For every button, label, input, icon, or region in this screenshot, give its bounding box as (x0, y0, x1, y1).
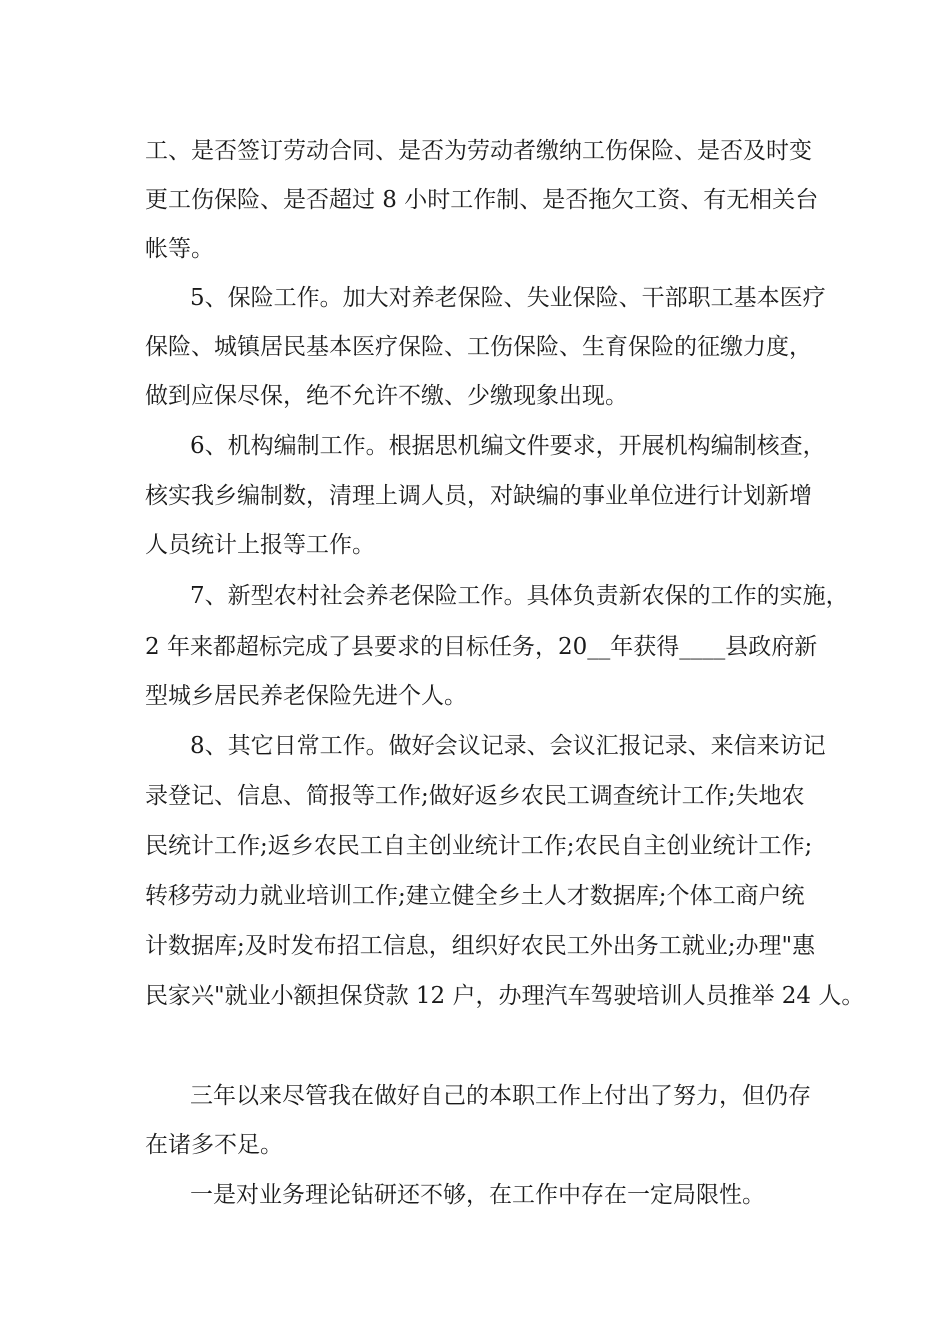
text-line: 核实我乡编制数，清理上调人员，对缺编的事业单位进行计划新增 (145, 483, 812, 509)
text-line: 8、其它日常工作。做好会议记录、会议汇报记录、来信来访记 (190, 733, 826, 759)
text-line: 转移劳动力就业培训工作;建立健全乡土人才数据库;个体工商户统 (145, 883, 805, 909)
text-line: 民家兴"就业小额担保贷款 12 户，办理汽车驾驶培训人员推举 24 人。 (145, 983, 865, 1009)
text-line: 民统计工作;返乡农民工自主创业统计工作;农民自主创业统计工作; (145, 833, 813, 859)
text-line: 5、保险工作。加大对养老保险、失业保险、干部职工基本医疗 (190, 285, 826, 311)
text-line: 计数据库;及时发布招工信息，组织好农民工外出务工就业;办理"惠 (145, 933, 816, 959)
text-line: 7、新型农村社会养老保险工作。具体负责新农保的工作的实施， (190, 583, 849, 609)
text-line: 保险、城镇居民基本医疗保险、工伤保险、生育保险的征缴力度， (145, 334, 812, 360)
text-line: 做到应保尽保，绝不允许不缴、少缴现象出现。 (145, 383, 628, 409)
text-line: 更工伤保险、是否超过 8 小时工作制、是否拖欠工资、有无相关台 (145, 187, 819, 213)
text-line: 型城乡居民养老保险先进个人。 (145, 683, 467, 709)
text-line: 工、是否签订劳动合同、是否为劳动者缴纳工伤保险、是否及时变 (145, 138, 812, 164)
text-line: 6、机构编制工作。根据思机编文件要求，开展机构编制核查， (190, 433, 826, 459)
text-line: 在诸多不足。 (145, 1132, 283, 1158)
text-line: 人员统计上报等工作。 (145, 532, 375, 558)
text-line: 一是对业务理论钻研还不够，在工作中存在一定局限性。 (190, 1182, 765, 1208)
text-line: 帐等。 (145, 236, 214, 262)
text-line: 三年以来尽管我在做好自己的本职工作上付出了努力，但仍存 (190, 1083, 811, 1109)
text-line: 2 年来都超标完成了县要求的目标任务，20__年获得____县政府新 (145, 634, 818, 660)
text-line: 录登记、信息、简报等工作;做好返乡农民工调查统计工作;失地农 (145, 783, 805, 809)
